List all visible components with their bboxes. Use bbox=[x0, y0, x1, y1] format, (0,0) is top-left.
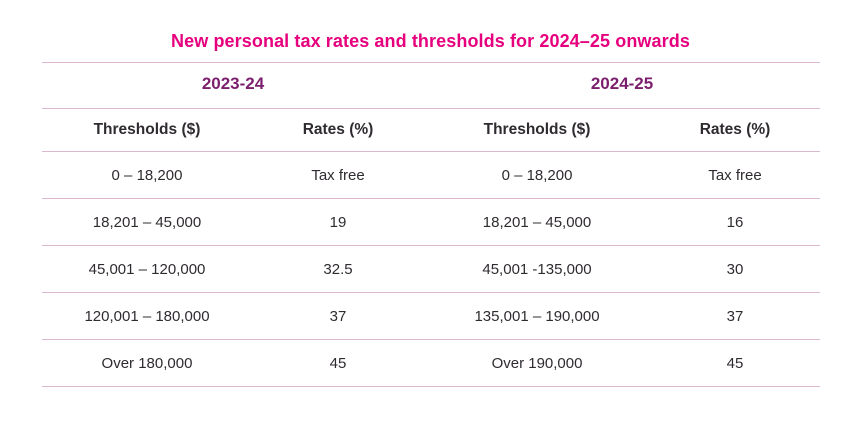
page-title: New personal tax rates and thresholds for 2024–25 onwards bbox=[171, 31, 690, 51]
cell-threshold-2024: 135,001 – 190,000 bbox=[424, 293, 650, 340]
cell-rate-2024: 16 bbox=[650, 199, 820, 246]
cell-rate-2024: 37 bbox=[650, 293, 820, 340]
year-header-row bbox=[42, 62, 820, 109]
table-row bbox=[42, 340, 820, 387]
cell-rate-2023: 19 bbox=[252, 199, 424, 246]
cell-rate-2024: Tax free bbox=[650, 152, 820, 199]
cell-rate-2023: 32.5 bbox=[252, 246, 424, 293]
year-header-2023-24: 2023-24 bbox=[42, 62, 424, 109]
cell-threshold-2024: 18,201 – 45,000 bbox=[424, 199, 650, 246]
cell-rate-2024: 30 bbox=[650, 246, 820, 293]
cell-threshold-2023: Over 180,000 bbox=[42, 340, 252, 387]
year-header-2024-25: 2024-25 bbox=[424, 62, 820, 109]
cell-rate-2024: 45 bbox=[650, 340, 820, 387]
column-header-row bbox=[42, 109, 820, 152]
column-header-rates-2023: Rates (%) bbox=[252, 109, 424, 152]
cell-rate-2023: 45 bbox=[252, 340, 424, 387]
cell-threshold-2024: 45,001 -135,000 bbox=[424, 246, 650, 293]
table-row bbox=[42, 199, 820, 246]
tax-rates-table bbox=[42, 62, 820, 387]
cell-threshold-2024: 0 – 18,200 bbox=[424, 152, 650, 199]
cell-threshold-2023: 45,001 – 120,000 bbox=[42, 246, 252, 293]
cell-threshold-2023: 120,001 – 180,000 bbox=[42, 293, 252, 340]
column-header-thresholds-2024: Thresholds ($) bbox=[424, 109, 650, 152]
table-row bbox=[42, 152, 820, 199]
cell-threshold-2023: 18,201 – 45,000 bbox=[42, 199, 252, 246]
cell-threshold-2023: 0 – 18,200 bbox=[42, 152, 252, 199]
table-row bbox=[42, 246, 820, 293]
cell-rate-2023: 37 bbox=[252, 293, 424, 340]
column-header-rates-2024: Rates (%) bbox=[650, 109, 820, 152]
table-row bbox=[42, 293, 820, 340]
column-header-thresholds-2023: Thresholds ($) bbox=[42, 109, 252, 152]
cell-threshold-2024: Over 190,000 bbox=[424, 340, 650, 387]
cell-rate-2023: Tax free bbox=[252, 152, 424, 199]
